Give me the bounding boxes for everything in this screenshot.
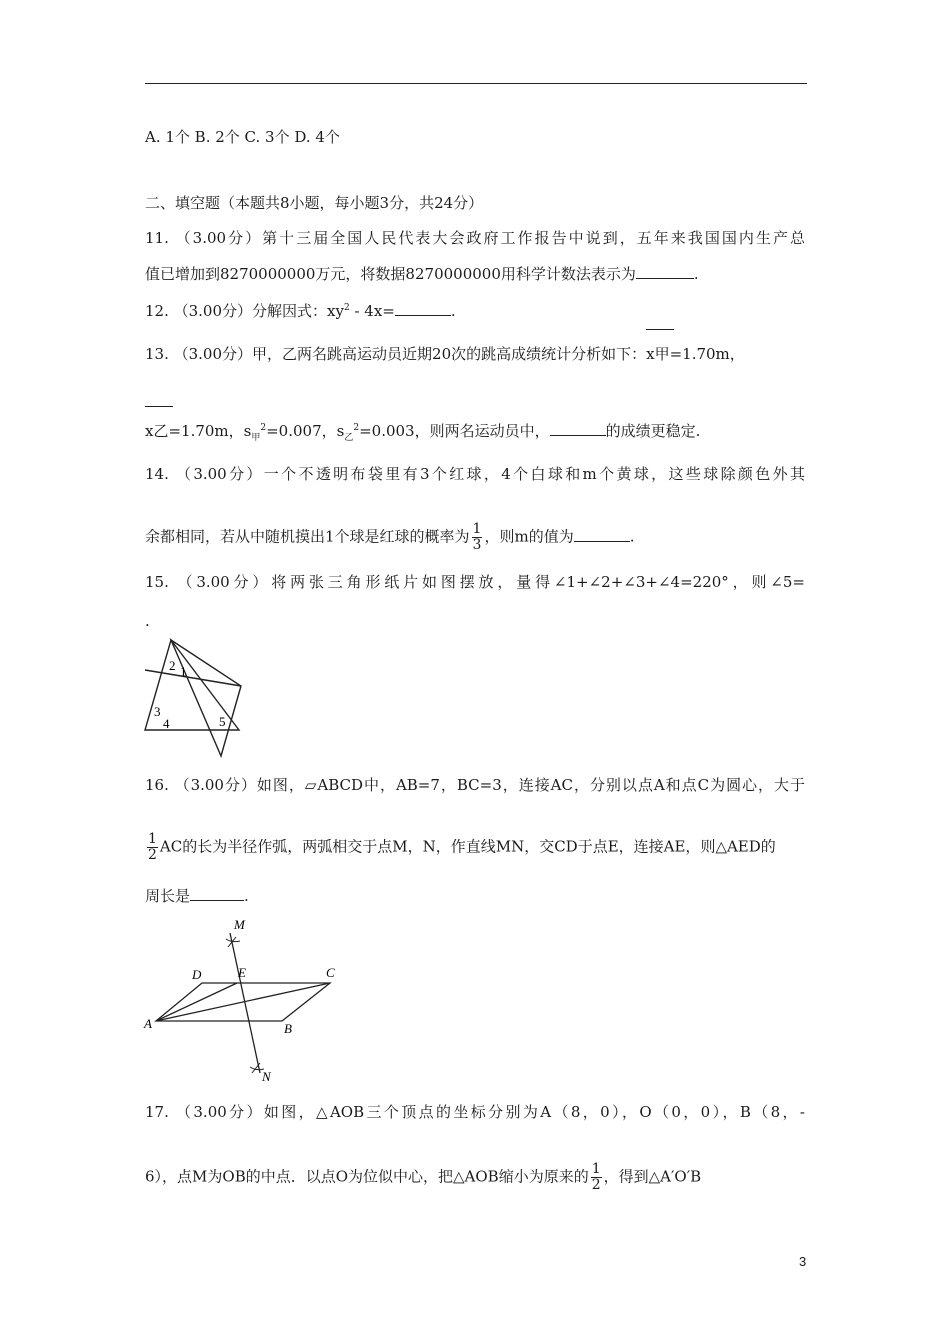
point-label-D: D bbox=[192, 967, 202, 982]
q11-line1: 11. （3.00分）第十三届全国人民代表大会政府工作报告中说到，五年来我国国内生产总 bbox=[145, 229, 805, 247]
angle-label-3: 3 bbox=[154, 704, 161, 719]
q14-line1: 14. （3.00分）一个不透明布袋里有3个红球，4个白球和m个黄球，这些球除颜色外其 bbox=[145, 465, 805, 483]
xbar-yi: x乙 bbox=[145, 422, 169, 440]
answer-blank[interactable] bbox=[190, 886, 244, 901]
answer-blank[interactable] bbox=[636, 264, 694, 279]
fraction-one-half: $\frac{1}{2}$ bbox=[591, 1161, 601, 1193]
q15-line1: 15. （3.00分）将两张三角形纸片如图摆放，量得∠1+∠2+∠3+∠4=220°，则∠5= bbox=[145, 573, 805, 591]
answer-blank[interactable] bbox=[550, 421, 606, 436]
point-label-B: B bbox=[284, 1021, 292, 1036]
q17-line2: 6），点M为OB的中点．以点O为位似中心，把△AOB缩小为原来的 $\frac{1}{2}$ ，得到△A′O′B bbox=[145, 1161, 702, 1193]
angle-label-5: 5 bbox=[219, 714, 226, 729]
angle-label-1: 1 bbox=[180, 664, 187, 679]
angle-label-2: 2 bbox=[169, 658, 176, 673]
q16-line2: $\frac{1}{2}$ AC的长为半径作弧，两弧相交于点M，N，作直线MN，交CD于点E，连接AE，则△AED的 bbox=[148, 831, 776, 863]
parallelogram-figure bbox=[142, 913, 342, 1085]
point-label-C: C bbox=[326, 965, 335, 980]
section-heading: 二、填空题（本题共8小题，每小题3分，共24分） bbox=[145, 194, 484, 212]
header-rule bbox=[145, 83, 807, 84]
q16-line3: 周长是 . bbox=[145, 887, 249, 905]
q13-line2: x乙=1.70m，$s_甲^2=0.007$，$s_乙^2=0.003$，则两名运动员中， 的成绩更稳定. bbox=[145, 422, 701, 443]
q12-line: 12. （3.00分）分解因式：$xy^2 - 4x=$ . bbox=[145, 302, 456, 320]
q17-line1: 17. （3.00分）如图，△AOB三个顶点的坐标分别为A（8，0），O（0，0），B（8，- bbox=[145, 1103, 805, 1121]
point-label-E: E bbox=[238, 965, 246, 980]
q15-line2: . bbox=[145, 612, 150, 630]
point-label-A: A bbox=[144, 1016, 152, 1031]
fraction-one-third: $\frac{1}{3}$ bbox=[472, 521, 482, 553]
point-label-M: M bbox=[234, 917, 245, 932]
fraction-one-half: $\frac{1}{2}$ bbox=[148, 831, 157, 863]
answer-blank[interactable] bbox=[395, 301, 451, 316]
point-label-N: N bbox=[262, 1069, 271, 1084]
choices-line: A. 1个 B. 2个 C. 3个 D. 4个 bbox=[145, 128, 340, 146]
q14-line2: 余都相同，若从中随机摸出1个球是红球的概率为 $\frac{1}{3}$ ，则m的值为 . bbox=[145, 521, 635, 553]
q16-line1: 16. （3.00分）如图，▱ABCD中，AB=7，BC=3，连接AC，分别以点A和点C为圆心，大于 bbox=[145, 776, 805, 794]
q13-line1: 13. （3.00分）甲，乙两名跳高运动员近期20次的跳高成绩统计分析如下：x甲=1.70m， bbox=[145, 345, 745, 363]
page-number: 3 bbox=[799, 1254, 807, 1269]
angle-label-4: 4 bbox=[163, 716, 170, 731]
answer-blank[interactable] bbox=[574, 527, 630, 542]
q11-line2: 值已增加到8270000000万元，将数据8270000000用科学计数法表示为 . bbox=[145, 265, 699, 283]
xbar-jia: x甲 bbox=[646, 345, 670, 363]
two-triangles-figure bbox=[143, 638, 245, 758]
